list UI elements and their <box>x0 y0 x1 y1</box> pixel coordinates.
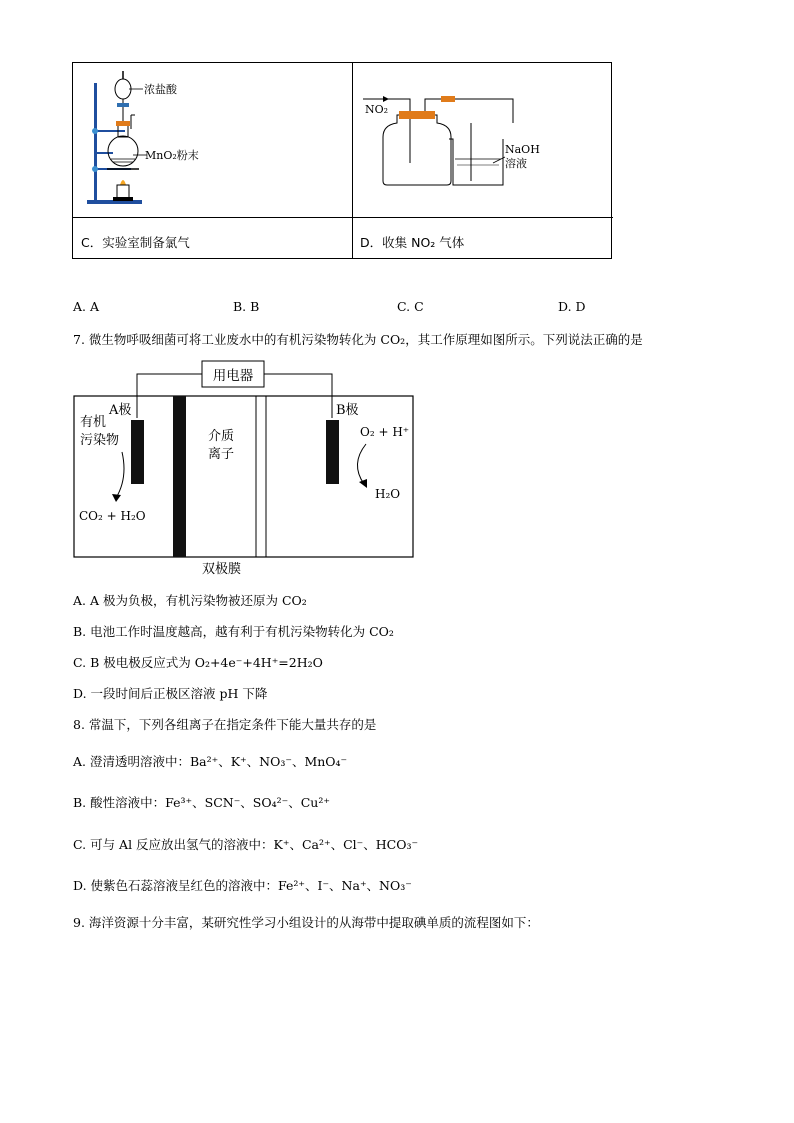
no2-collection-figure <box>353 63 612 217</box>
q9-stem: 9. 海洋资源十分丰富，某研究性学习小组设计的从海带中提取碘单质的流程图如下： <box>73 915 539 930</box>
q6-option-d[interactable]: D. D <box>558 299 586 314</box>
cell-container <box>74 396 413 557</box>
q6-option-a[interactable]: A. A <box>73 299 100 314</box>
label-concentrated-hcl: 浓盐酸 <box>144 83 177 96</box>
q8-option-b[interactable]: B. 酸性溶液中：Fe³⁺、SCN⁻、SO₄²⁻、Cu²⁺ <box>73 795 330 810</box>
label-mno2-powder: MnO₂粉末 <box>145 149 199 162</box>
bipolar-membrane <box>173 396 186 557</box>
electrode-b-label: B极 <box>336 403 359 418</box>
appliance-label: 用电器 <box>212 368 254 384</box>
q6-option-c[interactable]: C. C <box>397 299 424 314</box>
chlorine-apparatus-figure <box>73 63 352 217</box>
q8-stem: 8. 常温下，下列各组离子在指定条件下能大量共存的是 <box>73 717 377 732</box>
organic-label-2: 污染物 <box>80 433 120 448</box>
reactants-b: O₂ + H⁺ <box>360 425 410 439</box>
option-c-caption: C．实验室制备氯气 <box>81 235 190 250</box>
product-b: H₂O <box>375 487 401 501</box>
q7-option-c[interactable]: C. B 极电极反应式为 O₂+4e⁻+4H⁺=2H₂O <box>73 655 323 670</box>
electrode-a-label: A极 <box>109 403 132 418</box>
organic-label-1: 有机 <box>80 415 107 430</box>
q8-option-a[interactable]: A. 澄清透明溶液中：Ba²⁺、K⁺、NO₃⁻、MnO₄⁻ <box>73 754 348 769</box>
q7-option-a[interactable]: A. A 极为负极，有机污染物被还原为 CO₂ <box>73 593 307 608</box>
label-naoh-solution: 溶液 <box>505 157 527 170</box>
membrane-label: 双极膜 <box>202 562 242 577</box>
medium-label-2: 离子 <box>208 447 235 462</box>
electrode-b <box>326 420 339 484</box>
q7-option-b[interactable]: B. 电池工作时温度越高，越有利于有机污染物转化为 CO₂ <box>73 624 394 639</box>
q6-option-b[interactable]: B. B <box>233 299 260 314</box>
arrow-a <box>116 452 124 498</box>
q7-stem: 7. 微生物呼吸细菌可将工业废水中的有机污染物转化为 CO₂，其工作原理如图所示。下列说法正确的是 <box>73 332 643 347</box>
label-no2: NO₂ <box>365 103 389 116</box>
apparatus-table <box>72 62 612 259</box>
q7-option-d[interactable]: D. 一段时间后正极区溶液 pH 下降 <box>73 686 268 701</box>
medium-label-1: 介质 <box>208 429 235 444</box>
electrode-a <box>131 420 144 484</box>
arrow-b <box>357 444 366 484</box>
option-d-caption: D．收集 NO₂ 气体 <box>360 235 465 250</box>
q8-option-d[interactable]: D. 使紫色石蕊溶液呈红色的溶液中：Fe²⁺、I⁻、Na⁺、NO₃⁻ <box>73 878 412 893</box>
table-divider-horizontal <box>73 217 613 218</box>
label-naoh: NaOH <box>505 143 540 156</box>
microbial-cell-diagram <box>70 360 420 580</box>
stand-pole <box>94 83 97 201</box>
products-a: CO₂ + H₂O <box>79 509 146 523</box>
q8-option-c[interactable]: C. 可与 Al 反应放出氢气的溶液中：K⁺、Ca²⁺、Cl⁻、HCO₃⁻ <box>73 837 419 852</box>
